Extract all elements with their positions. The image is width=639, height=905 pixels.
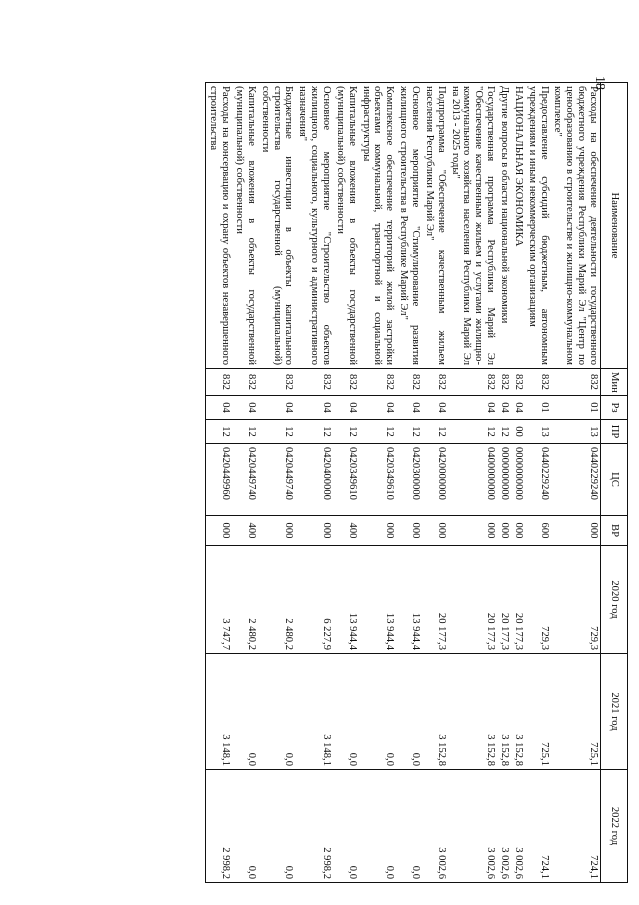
row-min: 832 xyxy=(525,369,551,396)
row-value-2022: 3 002,6 xyxy=(448,770,497,883)
header-2021: 2021 год xyxy=(601,654,628,770)
row-min: 832 xyxy=(333,369,359,396)
row-rz: 04 xyxy=(333,396,359,420)
header-2020: 2020 год xyxy=(601,546,628,654)
row-value-2021: 3 148,1 xyxy=(295,654,333,770)
row-vr: 400 xyxy=(232,516,258,546)
row-value-2021: 0,0 xyxy=(333,654,359,770)
table-row xyxy=(511,83,525,883)
row-value-2021: 3 152,8 xyxy=(511,654,525,770)
row-pr: 12 xyxy=(359,420,397,444)
header-vr: ВР xyxy=(601,516,628,546)
row-value-2020: 3 747,7 xyxy=(206,546,232,654)
row-name: Бюджетные инвестиции в объекты капитального строительства государственной (муниципальной) собственности xyxy=(258,83,296,369)
row-value-2020: 729,3 xyxy=(525,546,551,654)
row-pr: 12 xyxy=(295,420,333,444)
row-vr: 000 xyxy=(359,516,397,546)
row-min: 832 xyxy=(396,369,422,396)
header-name: Наименование xyxy=(601,83,628,369)
table-header-row xyxy=(601,83,628,883)
table-row xyxy=(206,83,232,883)
row-vr: 000 xyxy=(448,516,497,546)
row-name: Расходы на консервацию и охрану объектов незавершенного строительства xyxy=(206,83,232,369)
row-vr: 000 xyxy=(258,516,296,546)
row-vr: 000 xyxy=(295,516,333,546)
row-name: Капитальные вложения в объекты государственной (муниципальной) собственности xyxy=(232,83,258,369)
table-row xyxy=(295,83,333,883)
row-pr: 12 xyxy=(206,420,232,444)
row-vr: 000 xyxy=(551,516,601,546)
row-value-2021: 0,0 xyxy=(359,654,397,770)
row-rz: 04 xyxy=(511,396,525,420)
table-row xyxy=(396,83,422,883)
row-value-2021: 725,1 xyxy=(525,654,551,770)
row-cs: 0000000000 xyxy=(511,444,525,516)
row-name: Основное мероприятие "Строительство объектов жилищного, социального, культурного и административного назначения" xyxy=(295,83,333,369)
row-vr: 000 xyxy=(497,516,511,546)
row-pr: 13 xyxy=(525,420,551,444)
header-pr: ПР xyxy=(601,420,628,444)
row-value-2020: 20 177,3 xyxy=(422,546,448,654)
row-rz: 04 xyxy=(359,396,397,420)
table-row xyxy=(359,83,397,883)
header-2022: 2022 год xyxy=(601,770,628,883)
row-pr: 12 xyxy=(258,420,296,444)
row-rz: 01 xyxy=(525,396,551,420)
row-vr: 000 xyxy=(396,516,422,546)
row-value-2022: 2 998,2 xyxy=(295,770,333,883)
row-rz: 04 xyxy=(422,396,448,420)
row-cs: 0420349610 xyxy=(333,444,359,516)
row-min: 832 xyxy=(232,369,258,396)
row-rz: 04 xyxy=(497,396,511,420)
row-name: Комплексное обеспечение территорий жилой застройки объектами коммунальной, транспортной и социальной инфраструктуры xyxy=(359,83,397,369)
row-value-2021: 3 152,8 xyxy=(422,654,448,770)
row-vr: 400 xyxy=(333,516,359,546)
row-min: 832 xyxy=(448,369,497,396)
row-rz: 04 xyxy=(396,396,422,420)
row-vr: 600 xyxy=(525,516,551,546)
row-rz: 04 xyxy=(258,396,296,420)
row-value-2020: 13 944,4 xyxy=(359,546,397,654)
header-cs: ЦС xyxy=(601,444,628,516)
row-cs: 0420449740 xyxy=(258,444,296,516)
row-pr: 12 xyxy=(333,420,359,444)
row-cs: 0400000000 xyxy=(448,444,497,516)
row-min: 832 xyxy=(422,369,448,396)
row-pr: 13 xyxy=(551,420,601,444)
row-value-2022: 0,0 xyxy=(232,770,258,883)
header-rz: Рз xyxy=(601,396,628,420)
table-row xyxy=(497,83,511,883)
row-name: Другие вопросы в области национальной экономики xyxy=(497,83,511,369)
table-row xyxy=(525,83,551,883)
row-vr: 000 xyxy=(511,516,525,546)
row-rz: 04 xyxy=(295,396,333,420)
row-rz: 04 xyxy=(206,396,232,420)
row-value-2021: 3 152,8 xyxy=(497,654,511,770)
row-value-2020: 20 177,3 xyxy=(448,546,497,654)
row-cs: 0420349610 xyxy=(359,444,397,516)
row-name: Государственная программа Республики Марий Эл "Обеспечение качественным жильем и услугами жилищно-коммунального хозяйства населения Республики Марий Эл на 2013 - 2025 годы" xyxy=(448,83,497,369)
row-rz: 04 xyxy=(232,396,258,420)
row-cs: 0420000000 xyxy=(422,444,448,516)
row-pr: 12 xyxy=(422,420,448,444)
row-value-2022: 3 002,6 xyxy=(511,770,525,883)
row-vr: 000 xyxy=(206,516,232,546)
row-value-2020: 6 227,9 xyxy=(295,546,333,654)
row-min: 832 xyxy=(511,369,525,396)
row-min: 832 xyxy=(295,369,333,396)
row-cs: 0440229240 xyxy=(551,444,601,516)
row-value-2020: 2 480,2 xyxy=(232,546,258,654)
row-value-2020: 2 480,2 xyxy=(258,546,296,654)
row-value-2021: 0,0 xyxy=(232,654,258,770)
row-min: 832 xyxy=(206,369,232,396)
budget-table-container xyxy=(68,82,628,882)
rotated-table-frame xyxy=(68,82,628,882)
row-name: НАЦИОНАЛЬНАЯ ЭКОНОМИКА xyxy=(511,83,525,369)
row-value-2020: 20 177,3 xyxy=(511,546,525,654)
row-rz: 01 xyxy=(551,396,601,420)
row-value-2021: 0,0 xyxy=(258,654,296,770)
row-pr: 12 xyxy=(448,420,497,444)
row-cs: 0420300000 xyxy=(396,444,422,516)
row-value-2022: 724,1 xyxy=(525,770,551,883)
row-min: 832 xyxy=(359,369,397,396)
row-cs: 0440229240 xyxy=(525,444,551,516)
row-rz: 04 xyxy=(448,396,497,420)
row-value-2021: 725,1 xyxy=(551,654,601,770)
row-pr: 12 xyxy=(396,420,422,444)
page-number: 18 xyxy=(592,76,607,90)
row-value-2022: 0,0 xyxy=(396,770,422,883)
table-row xyxy=(448,83,497,883)
table-row xyxy=(551,83,601,883)
row-cs: 0420449740 xyxy=(232,444,258,516)
table-row xyxy=(422,83,448,883)
row-value-2022: 0,0 xyxy=(333,770,359,883)
row-value-2022: 3 002,6 xyxy=(497,770,511,883)
row-min: 832 xyxy=(551,369,601,396)
table-row xyxy=(232,83,258,883)
row-value-2020: 729,3 xyxy=(551,546,601,654)
row-value-2021: 0,0 xyxy=(396,654,422,770)
row-name: Предоставление субсидий бюджетным, автономным учреждениям и иным некоммерческим организациям xyxy=(525,83,551,369)
row-value-2020: 13 944,4 xyxy=(396,546,422,654)
row-cs: 0420449960 xyxy=(206,444,232,516)
row-vr: 000 xyxy=(422,516,448,546)
row-value-2022: 3 002,6 xyxy=(422,770,448,883)
budget-table xyxy=(205,82,628,883)
row-value-2022: 0,0 xyxy=(258,770,296,883)
row-value-2022: 0,0 xyxy=(359,770,397,883)
table-row xyxy=(333,83,359,883)
row-pr: 00 xyxy=(511,420,525,444)
row-value-2022: 2 998,2 xyxy=(206,770,232,883)
header-min: Мин xyxy=(601,369,628,396)
row-pr: 12 xyxy=(232,420,258,444)
row-name: Подпрограмма "Обеспечение качественным жильем населения Республики Марий Эл" xyxy=(422,83,448,369)
row-min: 832 xyxy=(497,369,511,396)
row-name: Основное мероприятие "Стимулирование развития жилищного строительства в Республике Марий Эл" xyxy=(396,83,422,369)
row-value-2022: 724,1 xyxy=(551,770,601,883)
table-row xyxy=(258,83,296,883)
row-value-2021: 3 152,8 xyxy=(448,654,497,770)
row-value-2020: 13 944,4 xyxy=(333,546,359,654)
row-value-2021: 3 148,1 xyxy=(206,654,232,770)
row-name: Расходы на обеспечение деятельности государственного бюджетного учреждения Республики Марий Эл "Центр по ценообразованию в строительстве и жилищно-коммунальном комплексе" xyxy=(551,83,601,369)
row-min: 832 xyxy=(258,369,296,396)
row-cs: 0420400000 xyxy=(295,444,333,516)
row-name: Капитальные вложения в объекты государственной (муниципальной) собственности xyxy=(333,83,359,369)
row-pr: 12 xyxy=(497,420,511,444)
row-cs: 0000000000 xyxy=(497,444,511,516)
row-value-2020: 20 177,3 xyxy=(497,546,511,654)
